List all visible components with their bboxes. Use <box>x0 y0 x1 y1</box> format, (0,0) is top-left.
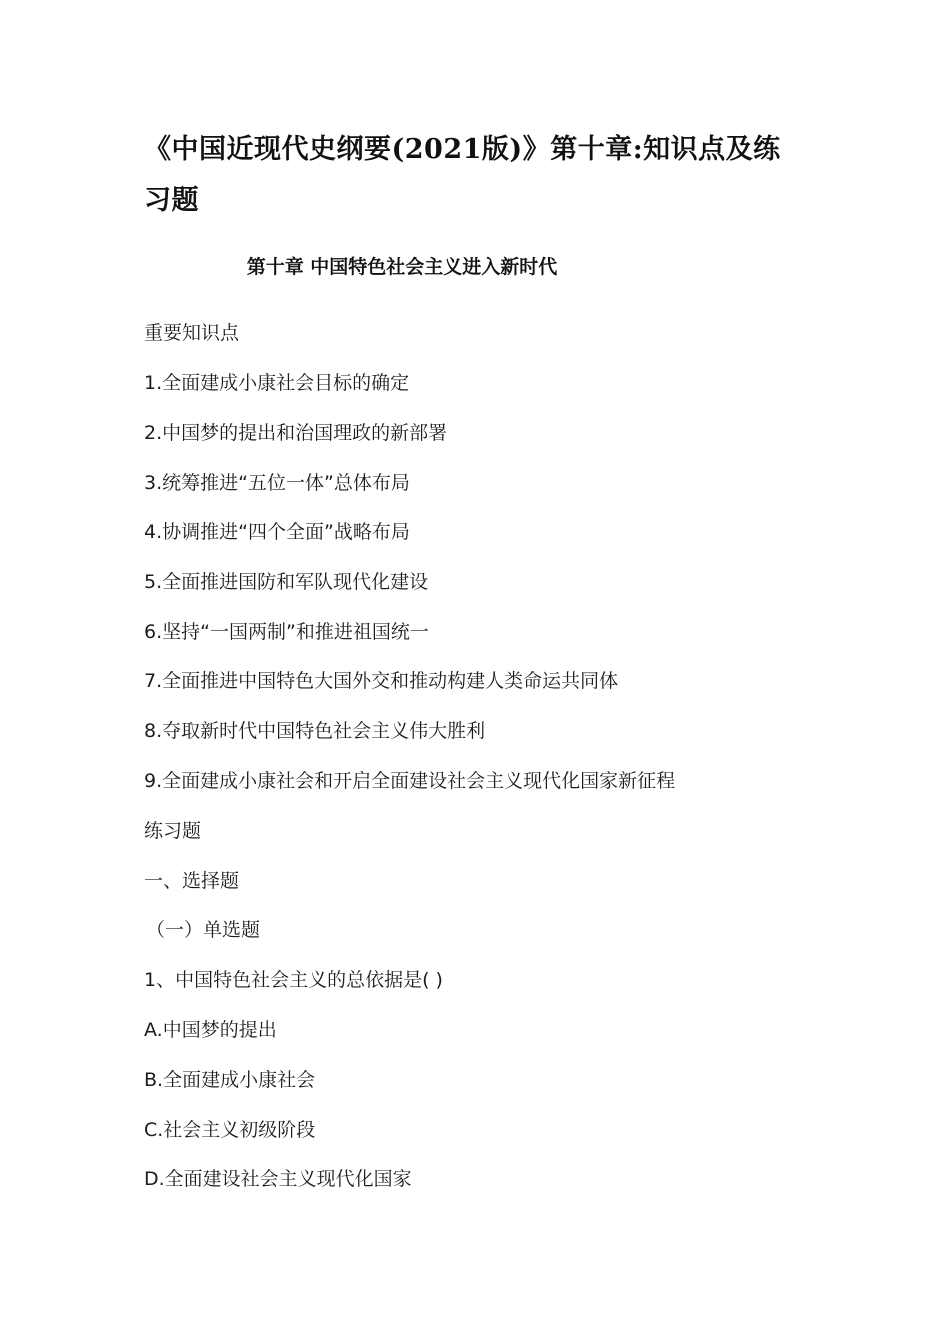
question-option: D.全面建设社会主义现代化国家 <box>144 1168 412 1190</box>
question-option: B.全面建成小康社会 <box>144 1069 316 1091</box>
key-point-item: 7.全面推进中国特色大国外交和推动构建人类命运共同体 <box>144 670 619 692</box>
key-point-item: 1.全面建成小康社会目标的确定 <box>144 372 410 394</box>
part-one-subheading: （一）单选题 <box>146 919 261 941</box>
question-option: C.社会主义初级阶段 <box>144 1119 316 1141</box>
part-one-heading: 一、选择题 <box>144 870 240 892</box>
chapter-heading: 第十章 中国特色社会主义进入新时代 <box>246 256 558 278</box>
key-point-item: 6.坚持“一国两制”和推进祖国统一 <box>144 621 429 643</box>
key-point-item: 2.中国梦的提出和治国理政的新部署 <box>144 422 448 444</box>
document-title: 《中国近现代史纲要(2021版)》第十章:知识点及练习题 <box>144 134 781 216</box>
question-stem: 1、中国特色社会主义的总依据是( ) <box>144 969 443 991</box>
key-point-item: 4.协调推进“四个全面”战略布局 <box>144 521 410 543</box>
question-option: A.中国梦的提出 <box>144 1019 277 1041</box>
section-exercises-heading: 练习题 <box>144 820 202 842</box>
key-point-item: 8.夺取新时代中国特色社会主义伟大胜利 <box>144 720 486 742</box>
key-point-item: 5.全面推进国防和军队现代化建设 <box>144 571 429 593</box>
key-point-item: 9.全面建成小康社会和开启全面建设社会主义现代化国家新征程 <box>144 770 676 792</box>
key-point-item: 3.统筹推进“五位一体”总体布局 <box>144 472 410 494</box>
section-key-points-heading: 重要知识点 <box>144 322 240 344</box>
